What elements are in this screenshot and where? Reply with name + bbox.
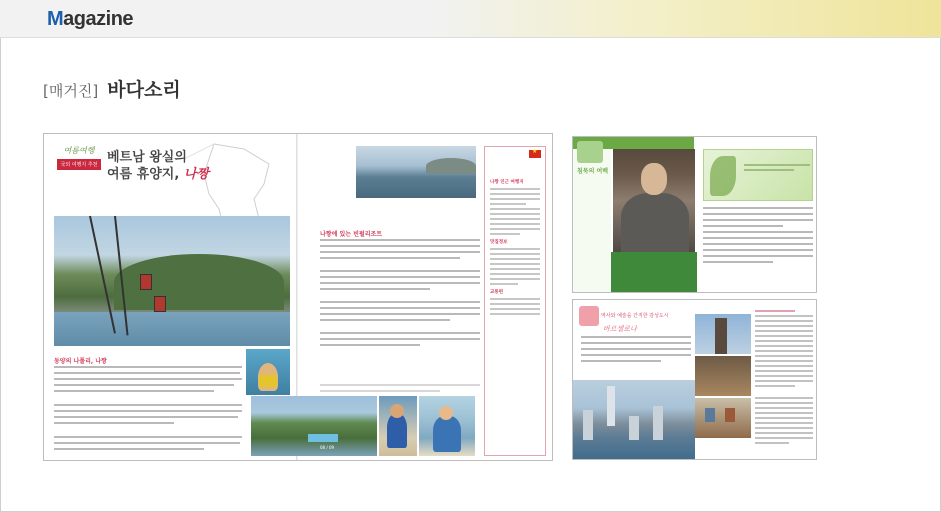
section-heading-right: 나짱에 있는 빈펄리조트 [320,231,383,238]
green-quote-card [703,149,813,201]
resort-aerial-photo [251,396,377,456]
thumbnail-1-title: 침묵의 여백 [577,168,609,175]
monk-portrait-photo [613,149,695,252]
headline-line-1: 베트남 왕실의 [107,150,187,165]
side-heading-nearby: 나짱 인근 여행지 [490,180,524,185]
magazine-thumbnail-2[interactable] [572,299,817,460]
resort-pool [308,434,338,442]
green-quote-strip [611,252,697,293]
left-body-text [54,366,242,456]
badge-script: 여름여행 [63,146,95,155]
section-logo-icon [579,306,599,326]
page-title [43,75,181,102]
right-body-text [320,239,480,384]
church-photo [695,314,751,354]
interior-photo [695,356,751,396]
section-logo-icon [577,141,603,163]
thumbnail-2-intro-text [581,336,691,376]
cable-car-photo [54,216,290,346]
headline-line-2: 여름 휴양지, [107,167,180,182]
section-heading-left: 동양의 나폴리, 나짱 [54,358,107,365]
header-title-accent: M [47,8,64,30]
thumbnail-2-title: 역사와 예술을 간직한 감성도시 [601,313,669,319]
section-badge [57,146,101,194]
side-heading-food: 맛집정보 [490,240,508,245]
photo-caption [320,384,480,394]
info-sidebar [484,146,546,456]
gallery-photo [695,398,751,438]
thumbnail-2-text [755,310,813,458]
header-title [47,8,133,31]
magazine-thumbnail-1[interactable] [572,136,817,293]
barcelona-city-photo [573,380,695,460]
vietnam-flag-icon [529,150,541,158]
side-heading-transport: 교통편 [490,290,504,295]
resort-photo-label: 08 / 09 [320,445,335,450]
headline-accent: 나짱 [183,167,209,182]
header-bar [0,0,941,38]
children-photo [379,396,417,456]
page-category: [매거진] [43,82,99,100]
article-headline [107,149,209,183]
badge-label: 국외 여행지 추천 [57,159,101,170]
harbor-photo [356,146,476,198]
beach-family-photo [419,396,475,456]
thumbnail-1-text [703,207,813,289]
child-swimming-photo [246,349,290,395]
page-name: 바다소리 [107,79,181,101]
thumbnail-2-subtitle: 바르셀로나 [603,325,637,333]
header-title-rest: agazine [63,8,134,30]
magazine-spread-image[interactable] [43,133,553,461]
